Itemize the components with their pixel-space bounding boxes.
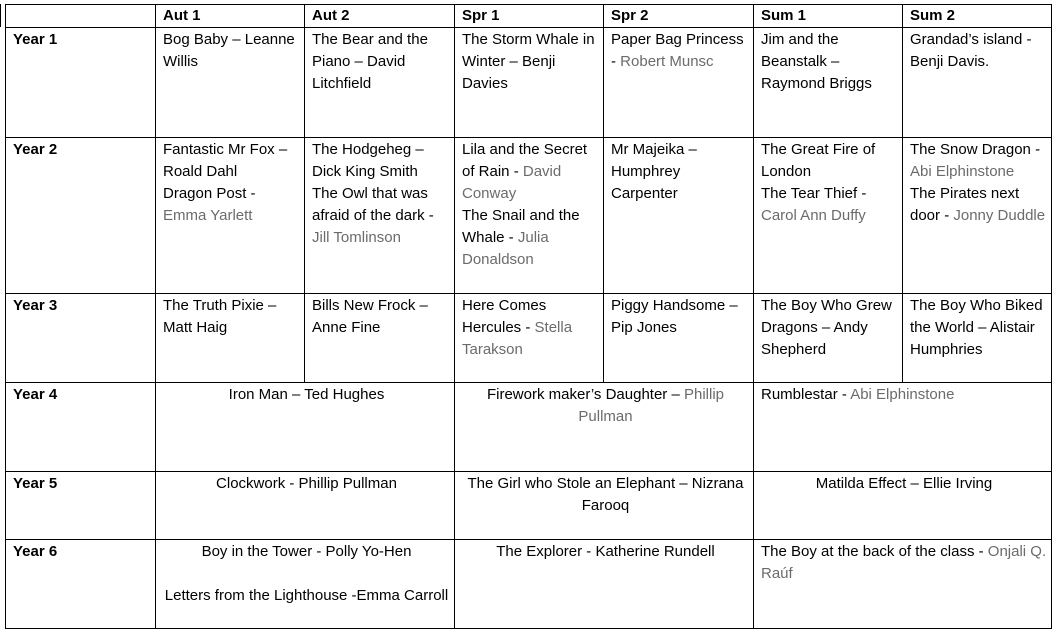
book-cell [754,540,1052,629]
title-text: The Girl who Stole an Elephant – Nizrana Farooq [467,475,744,514]
book-cell [455,472,754,540]
year-label-cell: Year 3 [6,294,156,383]
book-cell [156,540,455,629]
title-text: Grandad’s island - Benji Davis. [910,31,1032,70]
year-label-cell: Year 2 [6,138,156,294]
table-body [6,28,1052,629]
title-text: The Bear and the Piano – David Litchfield [312,31,428,92]
table-row [6,540,1052,629]
title-text: The Great Fire of London [761,141,876,180]
title-text: Iron Man – Ted Hughes [228,386,385,403]
year-label-cell: Year 5 [6,472,156,540]
title-text: Jim and the Beanstalk – Raymond Briggs [761,31,872,92]
book-cell [156,138,305,294]
header-aut-1: Aut 1 [156,5,305,28]
title-text: The Boy Who Grew Dragons – Andy Shepherd [761,297,892,358]
title-text: Here Comes Hercules - [462,297,547,336]
book-cell [156,294,305,383]
header-row [6,5,1052,28]
title-text: The Boy Who Biked the World – Alistair Humphries [910,297,1043,358]
title-text: Paper Bag Princess - [611,31,744,70]
title-text: The Hodgeheg – Dick King Smith [312,141,424,180]
book-cell [754,472,1052,540]
title-text: Dragon Post - [163,185,256,202]
title-text: The Snail and the Whale - [462,207,580,246]
book-cell [455,28,604,138]
book-cell [754,294,903,383]
book-cell [604,28,754,138]
title-text: Piggy Handsome – Pip Jones [611,297,738,336]
year-label-cell: Year 4 [6,383,156,472]
title-text: The Owl that was afraid of the dark - [312,185,434,224]
table-row [6,294,1052,383]
book-cell [156,472,455,540]
author-text: Julia Donaldson [462,229,549,268]
title-text: The Explorer - Katherine Rundell [496,543,715,560]
author-text: Onjali Q. Raúf [761,543,1047,582]
header-spr-2: Spr 2 [604,5,754,28]
book-cell [305,28,455,138]
book-cell [903,294,1052,383]
title-text: Firework maker’s Daughter – [486,386,684,403]
title-text: The Pirates next door - [910,185,1020,224]
year-label-cell: Year 1 [6,28,156,138]
header-aut-2: Aut 2 [305,5,455,28]
book-cell [156,383,455,472]
author-text: Carol Ann Duffy [761,207,866,224]
author-text: Abi Elphinstone [850,386,955,403]
book-cell [455,383,754,472]
title-text: Bog Baby – Leanne Willis [163,31,295,70]
table-row [6,138,1052,294]
year-label-cell: Year 6 [6,540,156,629]
book-cell [604,294,754,383]
table-edge-mark [0,4,1,27]
title-text: The Boy at the back of the class - [761,543,988,560]
title-text: Boy in the Tower - Polly Yo-Hen [201,543,412,560]
author-text: David Conway [462,163,562,202]
author-text: Jill Tomlinson [312,229,401,246]
author-text: Abi Elphinstone [910,163,1015,180]
author-text: Jonny Duddle [953,207,1046,224]
title-text: Mr Majeika – Humphrey Carpenter [611,141,697,202]
book-cell [305,294,455,383]
table-row [6,472,1052,540]
title-text: Matilda Effect – Ellie Irving [815,475,993,492]
book-cell [156,28,305,138]
title-text: The Tear Thief - [761,185,867,202]
title-text: The Snow Dragon - [910,141,1041,158]
title-text: The Storm Whale in Winter – Benji Davies [462,31,595,92]
title-text: Rumblestar - [761,386,851,403]
author-text: Stella Tarakson [462,319,573,358]
header-spr-1: Spr 1 [455,5,604,28]
book-cell [903,138,1052,294]
reading-spine-table [5,4,1052,629]
title-text: Clockwork - Phillip Pullman [216,475,397,492]
cell-spacer [163,563,450,585]
author-text: Emma Yarlett [163,207,253,224]
title-text: Lila and the Secret of Rain - [462,141,588,180]
header-sum-1: Sum 1 [754,5,903,28]
book-cell [305,138,455,294]
book-cell [455,138,604,294]
book-cell [754,138,903,294]
book-cell [455,540,754,629]
title-text: Fantastic Mr Fox – Roald Dahl [163,141,288,180]
table-row [6,383,1052,472]
book-cell [455,294,604,383]
book-cell [754,383,1052,472]
title-text: The Truth Pixie – Matt Haig [163,297,277,336]
book-cell [754,28,903,138]
author-text: Robert Munsc [620,53,714,70]
title-text: Bills New Frock – Anne Fine [312,297,428,336]
title-text: Letters from the Lighthouse -Emma Carroll [164,587,449,604]
header-sum-2: Sum 2 [903,5,1052,28]
table-row [6,28,1052,138]
header-corner-cell [6,5,156,28]
author-text: Phillip Pullman [578,386,725,425]
book-cell [604,138,754,294]
book-cell [903,28,1052,138]
